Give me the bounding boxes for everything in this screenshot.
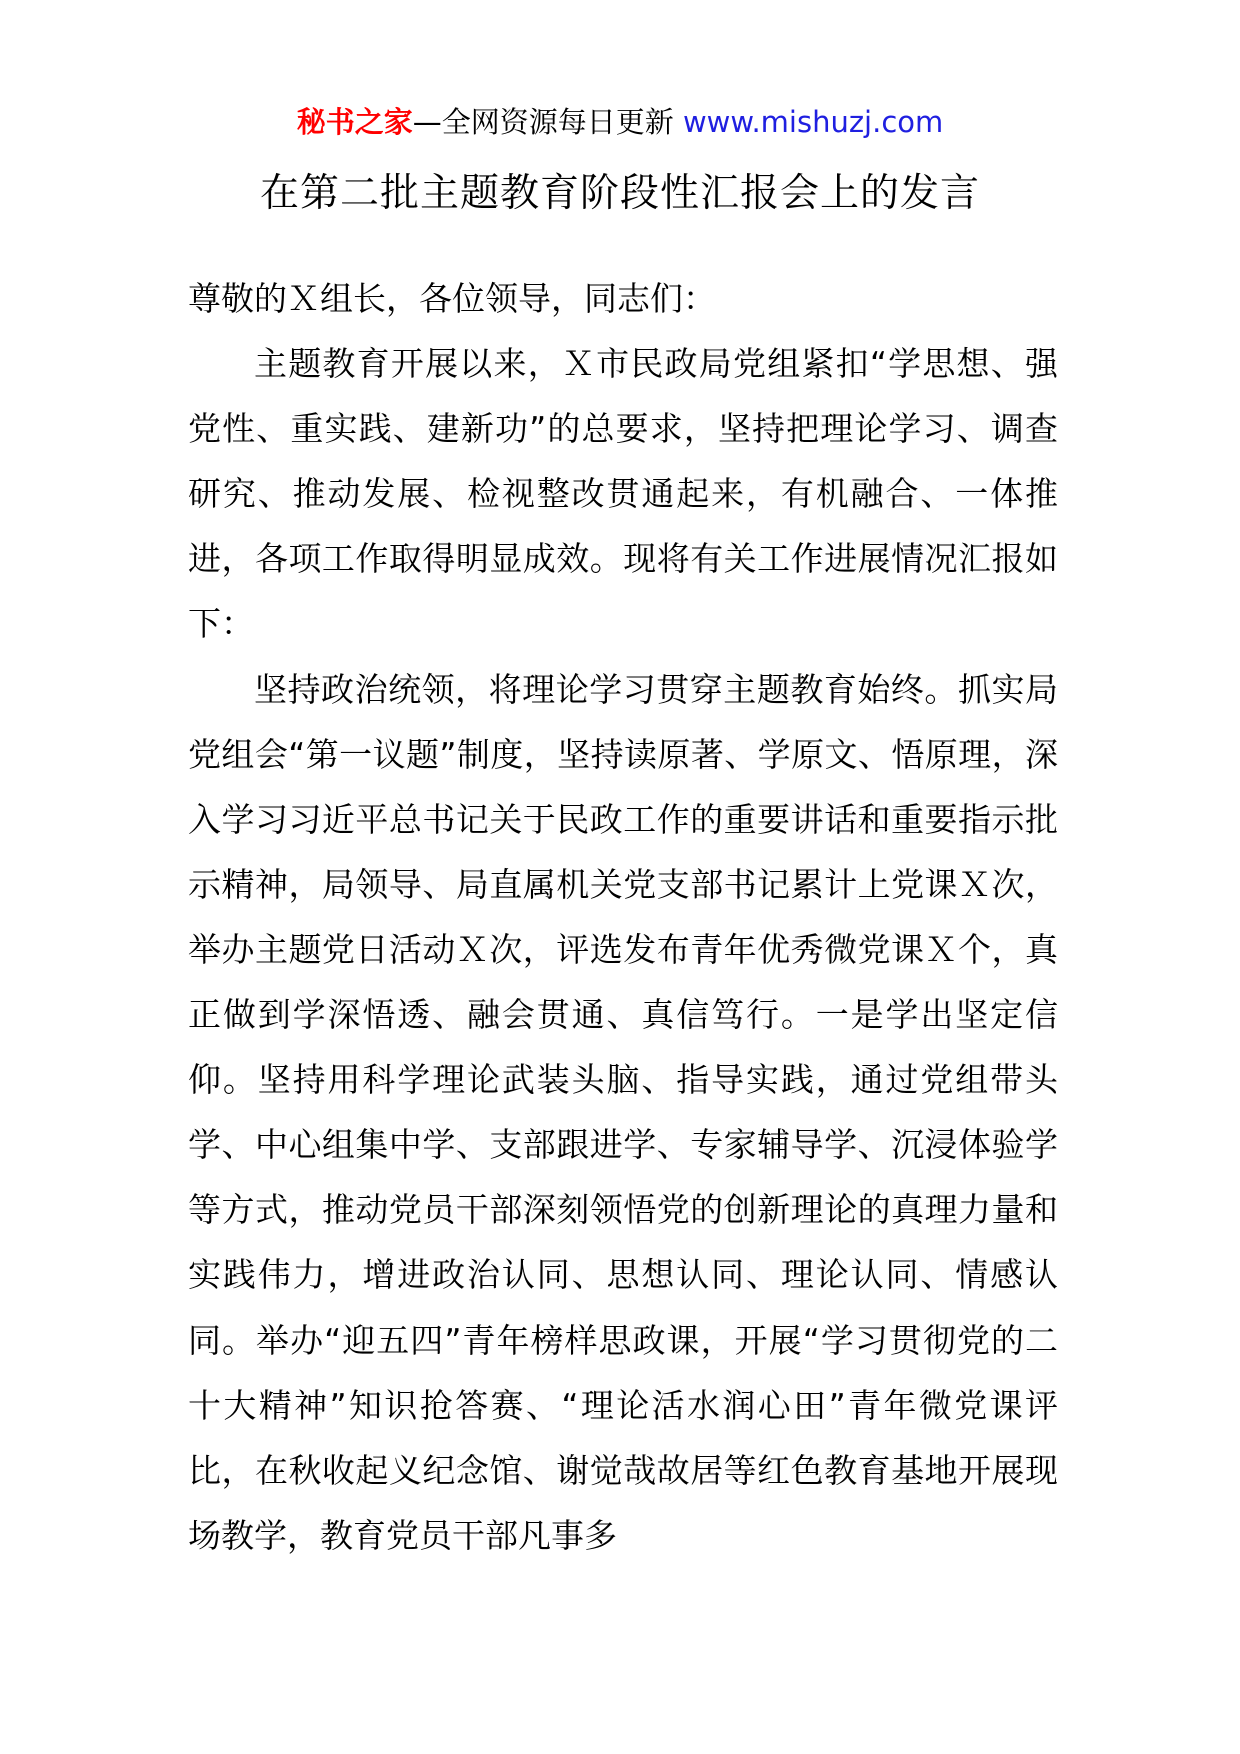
site-url-link[interactable]: www.mishuzj.com — [682, 105, 944, 139]
brand-name: 秘书之家 — [296, 105, 413, 139]
paragraph-intro: 主题教育开展以来，Ｘ市民政局党组紧扣“学思想、强党性、重实践、建新功”的总要求，坚持把理论学习、调查研究、推动发展、检视整改贯通起来，有机融合、一体推进，各项工作取得明显成效。现将有关工作进展情况汇报如下： — [188, 344, 1058, 644]
salutation: 尊敬的Ｘ组长，各位领导，同志们： — [188, 279, 716, 318]
document-title: 在第二批主题教育阶段性汇报会上的发言 — [259, 171, 980, 216]
site-header — [0, 102, 1240, 142]
site-tagline: —全网资源每日更新 — [412, 105, 683, 139]
paragraph-theory-study: 坚持政治统领，将理论学习贯穿主题教育始终。抓实局党组会“第一议题”制度，坚持读原著、学原文、悟原理，深入学习习近平总书记关于民政工作的重要讲话和重要指示批示精神，局领导、局直属机关党支部书记累计上党课Ｘ次，举办主题党日活动Ｘ次，评选发布青年优秀微党课Ｘ个，真正做到学深悟透、融会贯通、真信笃行。一是学出坚定信仰。坚持用科学理论武装头脑、指导实践，通过党组带头学、中心组集中学、支部跟进学、专家辅导学、沉浸体验学等方式，推动党员干部深刻领悟党的创新理论的真理力量和实践伟力，增进政治认同、思想认同、理论认同、情感认同。举办“迎五四”青年榜样思政课，开展“学习贯彻党的二十大精神”知识抢答赛、“理论活水润心田”青年微党课评比，在秋收起义纪念馆、谢觉哉故居等红色教育基地开展现场教学，教育党员干部凡事多 — [188, 669, 1058, 1555]
document-body — [188, 266, 1058, 1568]
